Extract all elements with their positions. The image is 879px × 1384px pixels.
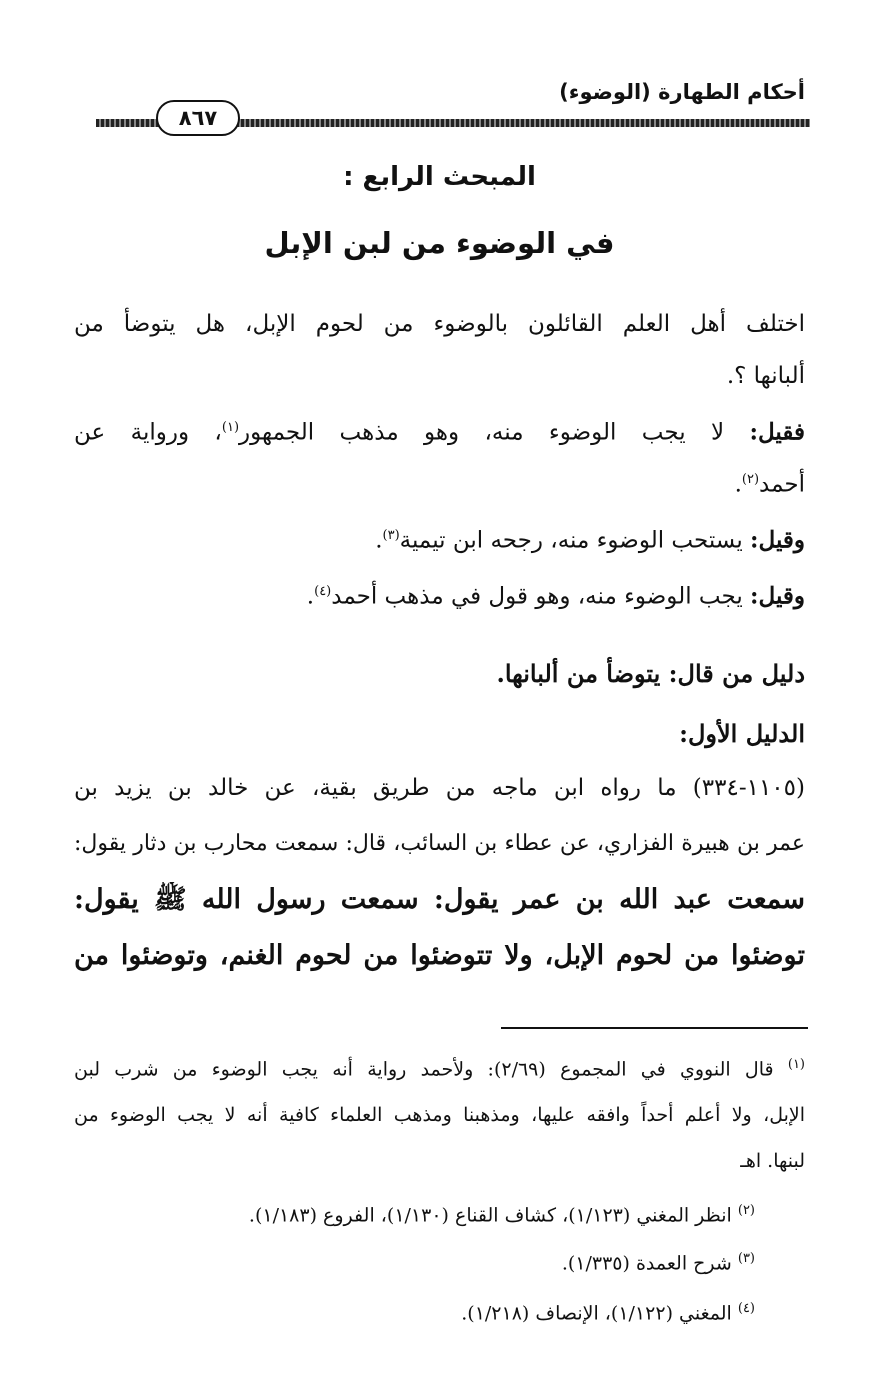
opinion-end: . bbox=[306, 583, 315, 610]
opinion-label: وقيل: bbox=[750, 526, 805, 554]
footnote-number: (٤) bbox=[737, 1301, 755, 1316]
opinion-text: يستحب الوضوء منه، رجحه ابن تيمية bbox=[399, 527, 743, 554]
footnote-1-line-3: لبنها. اهـ bbox=[740, 1150, 805, 1172]
opinion-end: . bbox=[375, 527, 383, 554]
footnote-ref: (٢) bbox=[741, 472, 760, 487]
footnote-number: (٣) bbox=[737, 1251, 755, 1266]
footnote-text: شرح العمدة (١/٣٣٥). bbox=[561, 1252, 732, 1275]
footnote-1-line-1 bbox=[74, 1050, 805, 1084]
opinion-end: . bbox=[734, 471, 742, 498]
section-label: المبحث الرابع : bbox=[343, 162, 536, 192]
narration-line-1: (١١٠٥-٣٣٤) ما رواه ابن ماجه من طريق بقية، عن خالد بن يزيد بن bbox=[74, 775, 805, 801]
opinion-1-line-2 bbox=[735, 462, 805, 503]
footnote-ref: (٤) bbox=[314, 584, 332, 599]
footnote-number: (٢) bbox=[737, 1203, 755, 1218]
intro-line-1: اختلف أهل العلم القائلون بالوضوء من لحوم الإبل، هل يتوضأ من bbox=[74, 311, 805, 337]
footnote-text: المغني (١/١٢٢)، الإنصاف (١/٢١٨). bbox=[461, 1302, 732, 1325]
opinion-text: أحمد bbox=[759, 471, 805, 498]
footnote-4 bbox=[461, 1294, 755, 1328]
footnote-text: انظر المغني (١/١٢٣)، كشاف القناع (١/١٣٠)، الفروع (١/١٨٣). bbox=[248, 1204, 732, 1227]
footnote-number: (١) bbox=[787, 1057, 805, 1072]
intro-line-2: ألبانها ؟. bbox=[726, 363, 805, 389]
first-evidence-label: الدليل الأول: bbox=[679, 719, 805, 748]
footnote-separator bbox=[501, 1027, 808, 1029]
opinion-2 bbox=[375, 518, 805, 559]
evidence-heading: دليل من قال: يتوضأ من ألبانها. bbox=[496, 659, 805, 688]
opinion-text: لا يجب الوضوء منه، وهو مذهب الجمهور bbox=[239, 419, 725, 446]
footnote-text: قال النووي في المجموع (٢/٦٩): ولأحمد رواية أنه يجب الوضوء من شرب لبن bbox=[74, 1058, 774, 1081]
section-title: في الوضوء من لبن الإبل bbox=[264, 226, 615, 260]
page-number: ٨٦٧ bbox=[156, 100, 240, 136]
hadith-line-2: توضئوا من لحوم الإبل، ولا تتوضئوا من لحوم الغنم، وتوضئوا من bbox=[74, 940, 805, 971]
opinion-label: فقيل: bbox=[749, 418, 805, 446]
opinion-text: يجب الوضوء منه، وهو قول في مذهب أحمد bbox=[331, 583, 743, 610]
opinion-3 bbox=[307, 574, 805, 615]
footnote-ref: (٣) bbox=[382, 528, 400, 543]
narration-line-2: عمر بن هبيرة الفزاري، عن عطاء بن السائب، قال: سمعت محارب بن دثار يقول: bbox=[74, 831, 805, 856]
footnote-ref: (١) bbox=[221, 420, 240, 435]
hadith-line-1: سمعت عبد الله بن عمر يقول: سمعت رسول الله ﷺ يقول: bbox=[74, 884, 805, 915]
opinion-label: وقيل: bbox=[750, 582, 805, 610]
footnote-3 bbox=[562, 1244, 755, 1278]
footnote-2 bbox=[249, 1196, 755, 1230]
footnote-1-line-2: الإبل، ولا أعلم أحداً وافقه عليها، ومذهبنا ومذهب العلماء كافية أنه لا يجب الوضوء من bbox=[74, 1104, 805, 1126]
opinion-text: ، ورواية عن bbox=[74, 419, 222, 446]
book-title: أحكام الطهارة (الوضوء) bbox=[559, 80, 805, 104]
opinion-1-line-1 bbox=[74, 410, 805, 451]
